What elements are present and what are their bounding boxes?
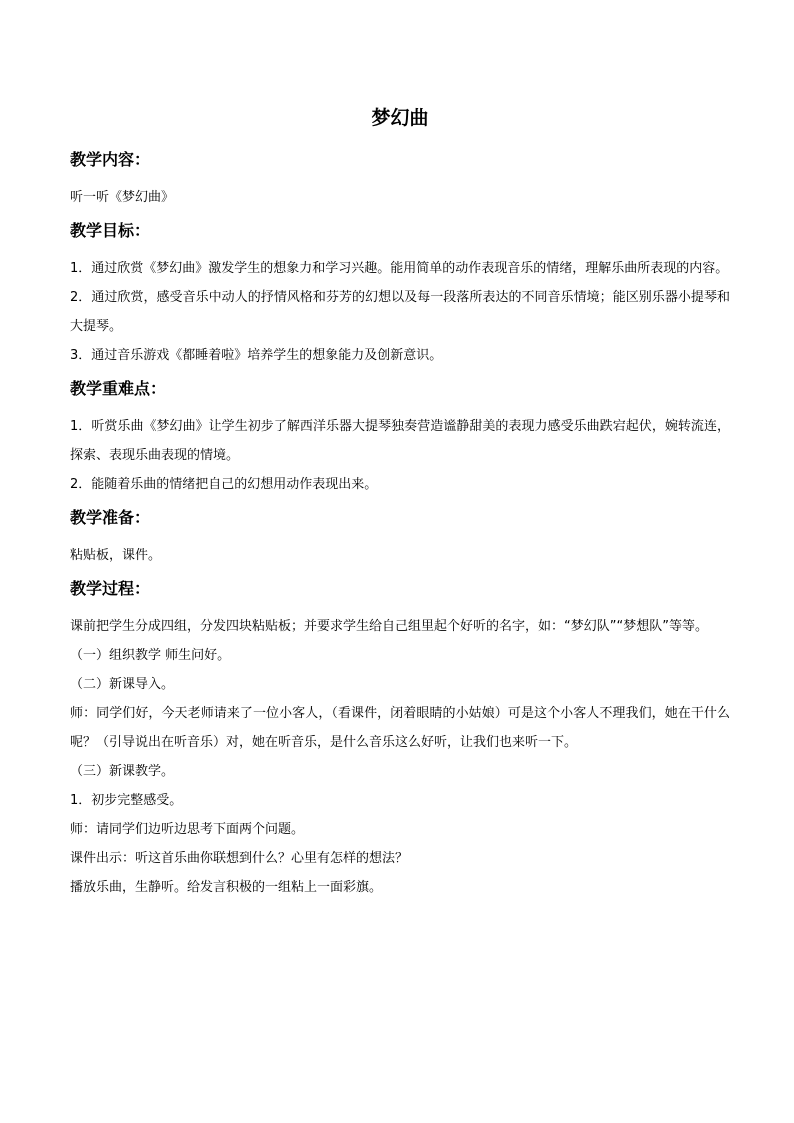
paragraph: 1．听赏乐曲《梦幻曲》让学生初步了解西洋乐器大提琴独奏营造谧静甜美的表现力感受乐曲跌宕起伏，婉转流连，探索、表现乐曲表现的情境。 xyxy=(70,419,730,463)
paragraph: 师：请同学们边听边思考下面两个问题。 xyxy=(70,822,305,837)
paragraph: 听一听《梦幻曲》 xyxy=(70,190,175,205)
paragraph: 课前把学生分成四组，分发四块粘贴板；并要求学生给自己组里起个好听的名字，如：“梦幻队”“梦想队”等等。 xyxy=(70,619,708,634)
paragraph: （三）新课教学。 xyxy=(70,764,175,779)
section-teaching-process xyxy=(70,578,730,902)
section-heading: 教学重难点： xyxy=(70,379,167,398)
paragraph: 粘贴板，课件。 xyxy=(70,548,162,563)
paragraph: （一）组织教学 师生问好。 xyxy=(70,648,231,663)
paragraph: 播放乐曲，生静听。给发言积极的一组粘上一面彩旗。 xyxy=(70,880,383,895)
paragraph: 1．初步完整感受。 xyxy=(70,793,183,808)
section-teaching-content xyxy=(70,149,730,212)
section-teaching-goals xyxy=(70,220,730,370)
section-preparation xyxy=(70,507,730,570)
document-page xyxy=(70,105,730,902)
section-heading: 教学准备： xyxy=(70,508,151,527)
paragraph: 2．能随着乐曲的情绪把自己的幻想用动作表现出来。 xyxy=(70,477,378,492)
section-heading: 教学目标： xyxy=(70,221,151,240)
paragraph: （二）新课导入。 xyxy=(70,677,175,692)
section-heading: 教学过程： xyxy=(70,579,151,598)
paragraph: 2．通过欣赏，感受音乐中动人的抒情风格和芬芳的幻想以及每一段落所表达的不同音乐情境；能区别乐器小提琴和大提琴。 xyxy=(70,290,730,334)
paragraph: 1．通过欣赏《梦幻曲》激发学生的想象力和学习兴趣。能用简单的动作表现音乐的情绪，理解乐曲所表现的内容。 xyxy=(70,261,729,276)
paragraph: 课件出示：听这首乐曲你联想到什么？心里有怎样的想法？ xyxy=(70,851,409,866)
section-key-difficulties xyxy=(70,378,730,499)
paragraph: 3．通过音乐游戏《都睡着啦》培养学生的想象能力及创新意识。 xyxy=(70,348,443,363)
paragraph: 师：同学们好，今天老师请来了一位小客人，（看课件，闭着眼睛的小姑娘）可是这个小客人不理我们，她在干什么呢？（引导说出在听音乐）对，她在听音乐，是什么音乐这么好听，让我们也来听一下。 xyxy=(70,706,730,750)
section-heading: 教学内容： xyxy=(70,150,151,169)
document-title: 梦幻曲 xyxy=(371,107,429,129)
